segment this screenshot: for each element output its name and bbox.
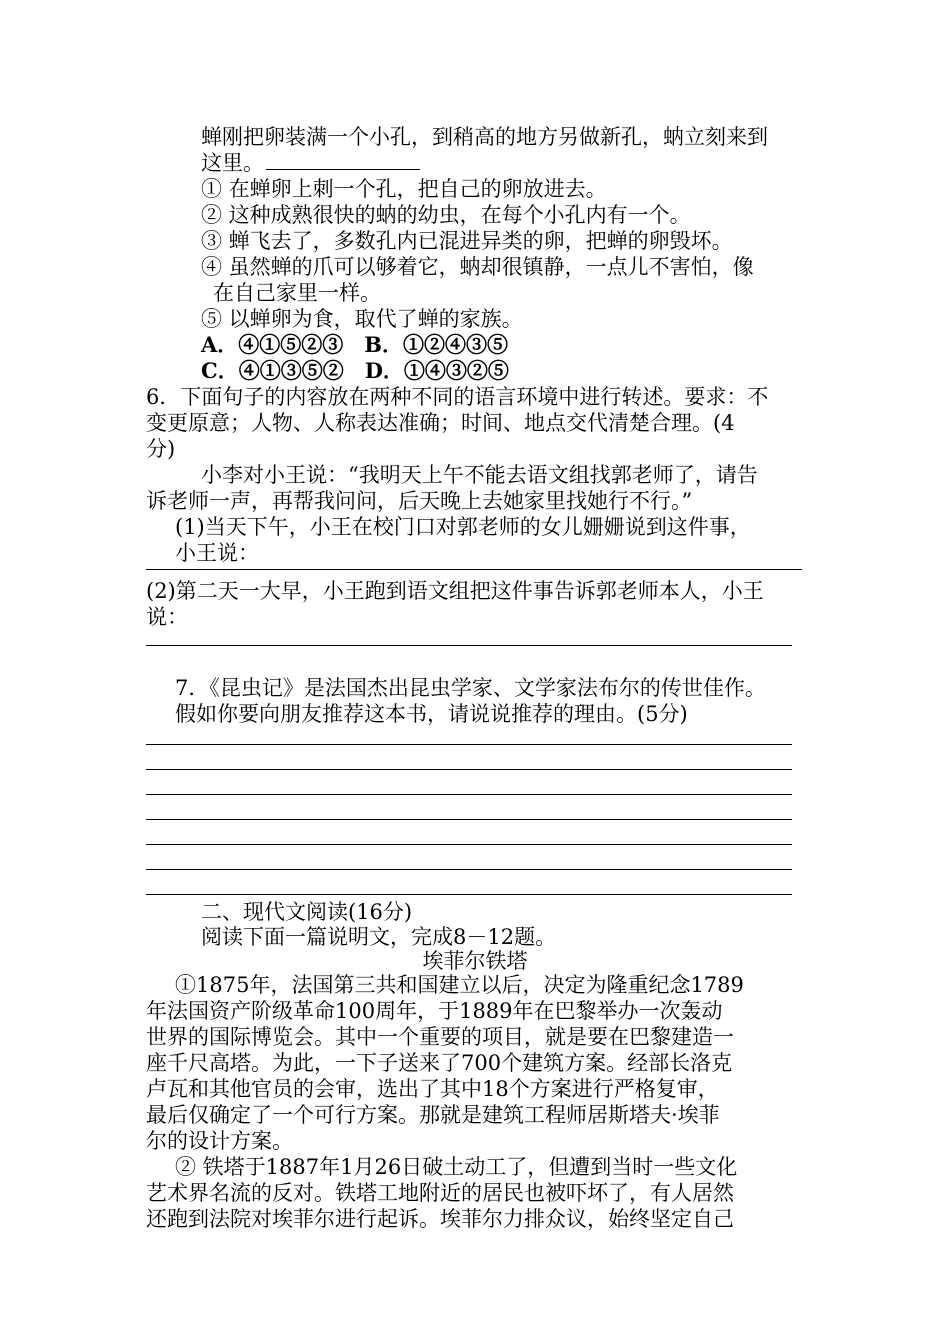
q5-option-4-line2: 在自己家里一样。 [213, 281, 381, 305]
q6-quote-line2: 诉老师一声，再帮我问问，后天晚上去她家里找她行不行。” [146, 489, 693, 513]
q5-stem-line2 [201, 150, 420, 176]
q6-quote-line1: 小李对小王说：“我明天上午不能去语文组找郭老师了，请告 [201, 463, 758, 487]
paragraph-1-line6: 最后仅确定了一个可行方案。那就是建筑工程师居斯塔夫·埃菲 [146, 1103, 720, 1127]
answer-line [146, 744, 792, 745]
answer-line [146, 645, 792, 646]
answer-line [146, 819, 792, 820]
q5-option-4-line1: ④ 虽然蝉的爪可以够着它，蚋却很镇静，一点儿不害怕，像 [201, 255, 754, 279]
q5-choices-ab: A．④①⑤②③ B．①②④③⑤ [201, 332, 509, 357]
answer-line [146, 769, 792, 770]
paragraph-1-line3: 世界的国际博览会。其中一个重要的项目，就是要在巴黎建造一 [146, 1025, 734, 1049]
q6-sub2-line1: (2)第二天一大早，小王跑到语文组把这件事告诉郭老师本人，小王 [146, 579, 764, 603]
paragraph-2-line2: 艺术界名流的反对。铁塔工地附近的居民也被吓坏了，有人居然 [146, 1181, 734, 1205]
article-title: 埃菲尔铁塔 [422, 949, 528, 973]
section2-instruction: 阅读下面一篇说明文，完成8－12题。 [201, 925, 557, 949]
q6-line1: 6．下面句子的内容放在两种不同的语言环境中进行转述。要求：不 [146, 385, 769, 409]
q6-line2: 变更原意；人物、人称表达准确；时间、地点交代清楚合理。(4 [146, 411, 735, 435]
q7-line1: 7．《昆虫记》是法国杰出昆虫学家、文学家法布尔的传世佳作。 [175, 676, 766, 700]
paragraph-1-line7: 尔的设计方案。 [146, 1129, 293, 1153]
paragraph-1-line2: 年法国资产阶级革命100周年，于1889年在巴黎举办一次轰动 [146, 999, 723, 1023]
q6-sub2-line2: 说： [146, 605, 188, 629]
answer-line [146, 794, 792, 795]
answer-line [146, 844, 792, 845]
q5-choices-cd: C．④①③⑤② D．①④③②⑤ [201, 358, 509, 383]
q6-sub1-line2: 小王说： [175, 541, 259, 565]
section2-heading: 二、现代文阅读(16分) [201, 900, 413, 924]
answer-line [146, 569, 802, 570]
q7-line2: 假如你要向朋友推荐这本书，请说说推荐的理由。(5分) [175, 702, 688, 726]
q5-option-1: ① 在蝉卵上刺一个孔，把自己的卵放进去。 [201, 177, 607, 201]
q5-stem-text: 这里。 [201, 151, 264, 175]
answer-line [146, 894, 792, 895]
paragraph-1-line1: ①1875年，法国第三共和国建立以后，决定为隆重纪念1789 [175, 973, 744, 997]
answer-blank [266, 151, 420, 170]
q5-option-5: ⑤ 以蝉卵为食，取代了蝉的家族。 [201, 307, 523, 331]
q5-option-2: ② 这种成熟很快的蚋的幼虫，在每个小孔内有一个。 [201, 203, 691, 227]
q5-option-3: ③ 蝉飞去了，多数孔内已混进异类的卵，把蝉的卵毁坏。 [201, 229, 733, 253]
answer-line [146, 869, 792, 870]
paragraph-2-line3: 还跑到法院对埃菲尔进行起诉。埃菲尔力排众议，始终坚定自己 [146, 1207, 734, 1231]
paragraph-2-line1: ② 铁塔于1887年1月26日破土动工了，但遭到当时一些文化 [175, 1155, 738, 1179]
paragraph-1-line5: 卢瓦和其他官员的会审，选出了其中18个方案进行严格复审， [146, 1077, 719, 1101]
q6-line3: 分) [146, 437, 176, 461]
q6-sub1-line1: (1)当天下午，小王在校门口对郭老师的女儿姗姗说到这件事， [175, 515, 751, 539]
q5-stem-line1: 蝉刚把卵装满一个小孔，到稍高的地方另做新孔，蚋立刻来到 [201, 125, 768, 149]
paragraph-1-line4: 座千尺高塔。为此，一下子送来了700个建筑方案。经部长洛克 [146, 1051, 733, 1075]
